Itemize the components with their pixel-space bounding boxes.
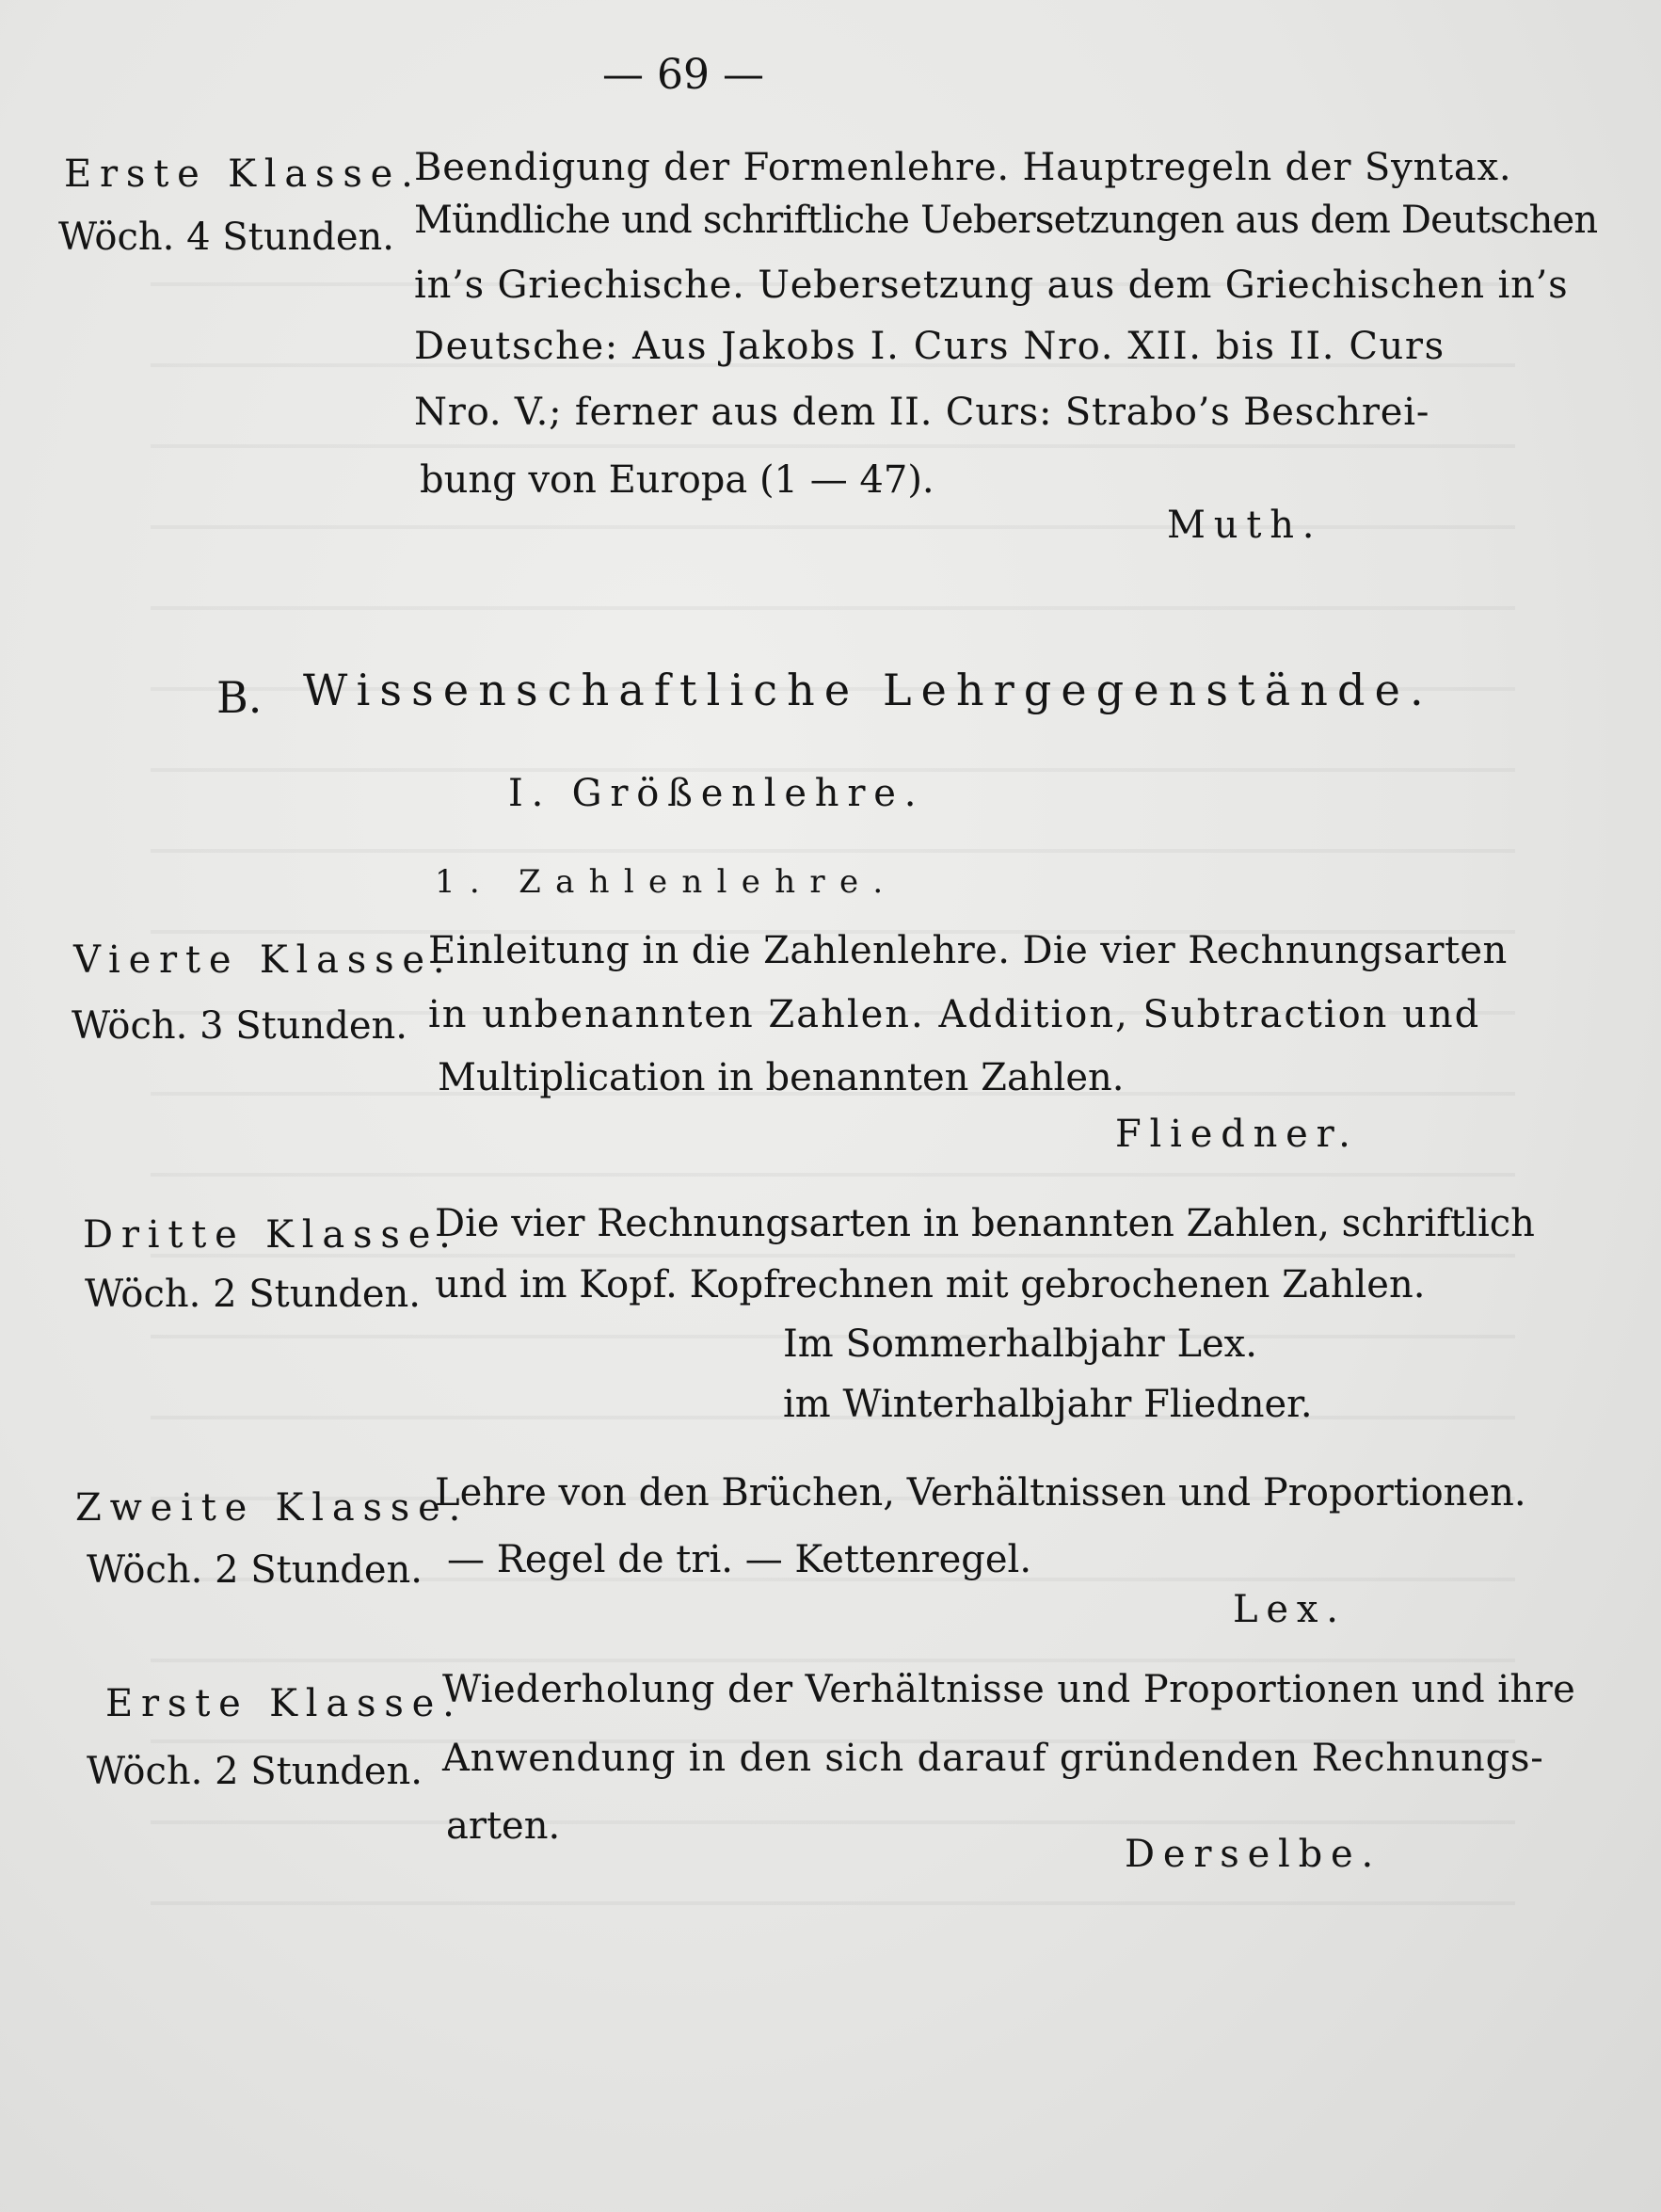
body-line: — Regel de tri. — Kettenregel. bbox=[447, 1538, 1032, 1581]
teacher-name: Lex. bbox=[1233, 1588, 1347, 1631]
teacher-line: im Winterhalbjahr Fliedner. bbox=[783, 1383, 1313, 1426]
class-label: Erste Klasse. bbox=[64, 152, 422, 196]
body-line: in’s Griechische. Uebersetzung aus dem Griechischen in’s bbox=[414, 264, 1569, 307]
class-label: Vierte Klasse. bbox=[73, 938, 454, 982]
hours-label: Wöch. 4 Stunden. bbox=[58, 216, 394, 259]
class-label: Zweite Klasse. bbox=[75, 1486, 470, 1530]
body-line: Die vier Rechnungsarten in benannten Zahlen, schriftlich bbox=[435, 1202, 1535, 1245]
body-line: Wiederholung der Verhältnisse und Proportionen und ihre bbox=[442, 1668, 1576, 1711]
body-line: Einleitung in die Zahlenlehre. Die vier Rechnungsarten bbox=[428, 929, 1508, 972]
body-line: Beendigung der Formenlehre. Hauptregeln der Syntax. bbox=[414, 146, 1512, 189]
hours-label: Wöch. 2 Stunden. bbox=[87, 1548, 423, 1592]
class-label: Erste Klasse. bbox=[105, 1682, 463, 1725]
body-line: Nro. V.; ferner aus dem II. Curs: Strabo’s Beschrei- bbox=[414, 391, 1430, 434]
body-line: Deutsche: Aus Jakobs I. Curs Nro. XII. bis II. Curs bbox=[414, 325, 1445, 368]
body-line: Mündliche und schriftliche Uebersetzungen aus dem Deutschen bbox=[414, 199, 1598, 242]
body-line: Multiplication in benannten Zahlen. bbox=[438, 1056, 1125, 1099]
body-line: und im Kopf. Kopfrechnen mit gebrochenen Zahlen. bbox=[435, 1263, 1426, 1306]
teacher-name: Derselbe. bbox=[1125, 1833, 1382, 1876]
teacher-name: Fliedner. bbox=[1115, 1113, 1359, 1156]
section-letter: B. bbox=[216, 672, 263, 723]
subsubsection-title: 1. Zahlenlehre. bbox=[435, 863, 898, 901]
teacher-name: Muth. bbox=[1167, 504, 1323, 547]
section-title: Wissenschaftliche Lehrgegenstände. bbox=[303, 665, 1433, 715]
body-line: arten. bbox=[446, 1804, 561, 1848]
subsection-title: I. Größenlehre. bbox=[508, 772, 925, 815]
body-line: in unbenannten Zahlen. Addition, Subtraction und bbox=[428, 993, 1481, 1036]
hours-label: Wöch. 2 Stunden. bbox=[87, 1750, 423, 1793]
teacher-line: Im Sommerhalbjahr Lex. bbox=[783, 1322, 1257, 1366]
hours-label: Wöch. 2 Stunden. bbox=[85, 1273, 421, 1316]
body-line: Anwendung in den sich darauf gründenden Rechnungs- bbox=[442, 1737, 1544, 1780]
body-line: bung von Europa (1 — 47). bbox=[420, 458, 934, 502]
hours-label: Wöch. 3 Stunden. bbox=[72, 1004, 407, 1048]
page-number: — 69 — bbox=[602, 51, 764, 99]
body-line: Lehre von den Brüchen, Verhältnissen und Proportionen. bbox=[435, 1471, 1526, 1515]
class-label: Dritte Klasse. bbox=[83, 1213, 459, 1257]
